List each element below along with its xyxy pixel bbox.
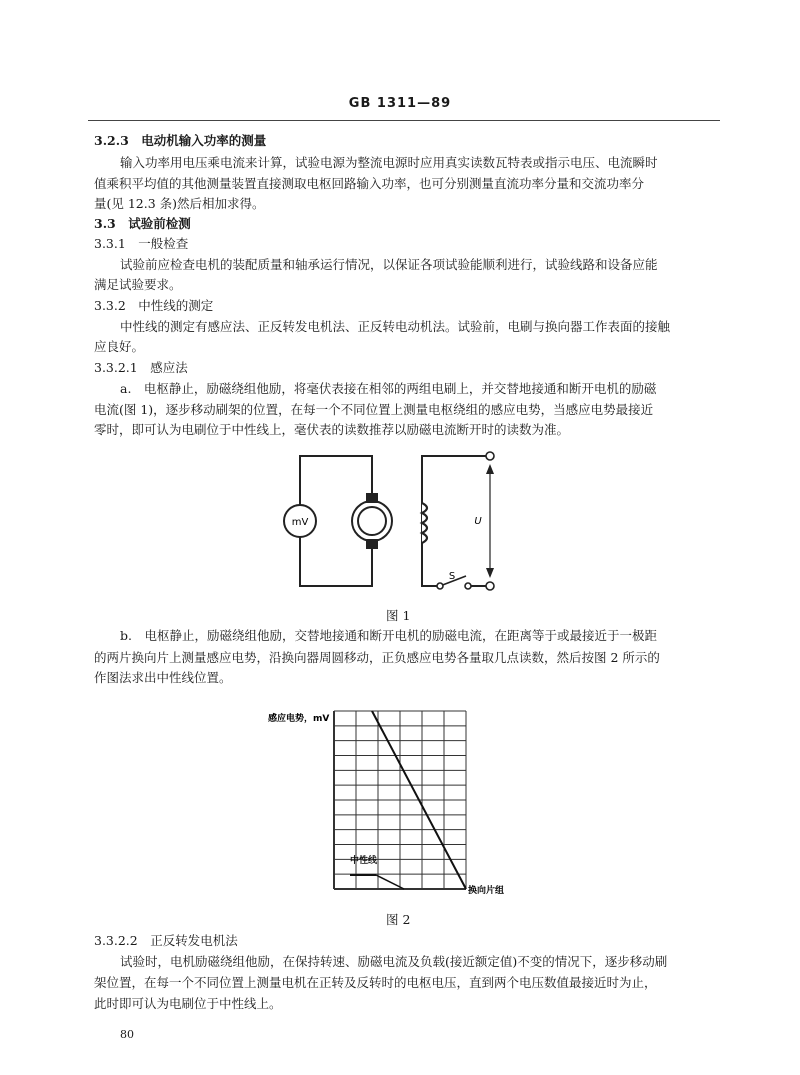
- paragraph-line: 值乘积平均值的其他测量装置直接测取电枢回路输入功率，也可分别测量直流功率分量和交流功率分: [94, 176, 645, 191]
- header-rule: [88, 120, 720, 121]
- paragraph-line: 满足试验要求。: [94, 277, 182, 292]
- switch-label: S: [448, 571, 456, 582]
- x-axis-label: 换向片组: [468, 886, 505, 896]
- figure-2-graph: [262, 705, 522, 905]
- millivoltmeter-label: mV: [291, 517, 309, 528]
- section-heading-3-3-1: 3.3.1 一般检查: [94, 236, 189, 251]
- paragraph-line: 架位置，在每一个不同位置上测量电机在正转及反转时的电枢电压，直到两个电压数值最接近时为止，: [94, 975, 657, 990]
- terminal-top: [486, 452, 494, 460]
- section-heading-3-3-2-1: 3.3.2.1 感应法: [94, 360, 188, 375]
- field-coil-symbol: [422, 503, 427, 543]
- paragraph-line: 的两片换向片上测量感应电势，沿换向器周圆移动，正负感应电势各量取几点读数，然后按图 2 所示的: [94, 650, 660, 665]
- figure-1-circuit: [280, 448, 520, 598]
- paragraph-line: 中性线的测定有感应法、正反转发电机法、正反转电动机法。试验前，电刷与换向器工作表面的接触: [120, 319, 671, 334]
- y-axis-label: 感应电势，mV: [268, 714, 330, 724]
- section-heading-3-3-2-2: 3.3.2.2 正反转发电机法: [94, 933, 238, 948]
- terminal-bottom: [486, 582, 494, 590]
- paragraph-line: a. 电枢静止，励磁绕组他励，将毫伏表接在相邻的两组电刷上，并交替地接通和断开电机的励磁: [120, 381, 657, 396]
- paragraph-line: 应良好。: [94, 339, 145, 354]
- section-heading-3-3-2: 3.3.2 中性线的测定: [94, 298, 214, 313]
- paragraph-line: 作图法求出中性线位置。: [94, 670, 232, 685]
- section-heading-3-2-3: 3.2.3 电动机输入功率的测量: [94, 133, 267, 148]
- paragraph-line: 此时即可认为电刷位于中性线上。: [94, 996, 282, 1011]
- paragraph-line: 试验前应检查电机的装配质量和轴承运行情况，以保证各项试验能顺利进行，试验线路和设备应能: [120, 257, 658, 272]
- paragraph-line: 试验时，电机励磁绕组他励，在保持转速、励磁电流及负载(接近额定值)不变的情况下，逐步移动刷: [120, 954, 668, 969]
- figure-2-caption: 图 2: [386, 912, 411, 927]
- voltage-label: U: [474, 516, 482, 527]
- brush-top: [366, 493, 378, 503]
- figure-1-caption: 图 1: [386, 608, 411, 623]
- paragraph-line: 电流(图 1)，逐步移动刷架的位置，在每一个不同位置上测量电枢绕组的感应电势，当感应电势最接近: [94, 402, 654, 417]
- section-heading-3-3: 3.3 试验前检测: [94, 216, 191, 231]
- paragraph-line: 输入功率用电压乘电流来计算，试验电源为整流电源时应用真实读数瓦特表或指示电压、电流瞬时: [120, 155, 658, 170]
- neutral-label: 中性线: [350, 856, 378, 866]
- page-header: GB 1311—89: [348, 96, 452, 111]
- paragraph-line: b. 电枢静止，励磁绕组他励，交替地接通和断开电机的励磁电流，在距离等于或最接近于一极距: [120, 628, 657, 643]
- paragraph-line: 量(见 12.3 条)然后相加求得。: [94, 196, 265, 211]
- brush-bottom: [366, 539, 378, 549]
- paragraph-line: 零时，即可认为电刷位于中性线上，毫伏表的读数推荐以励磁电流断开时的读数为准。: [94, 422, 570, 437]
- page-number: 80: [120, 1028, 134, 1041]
